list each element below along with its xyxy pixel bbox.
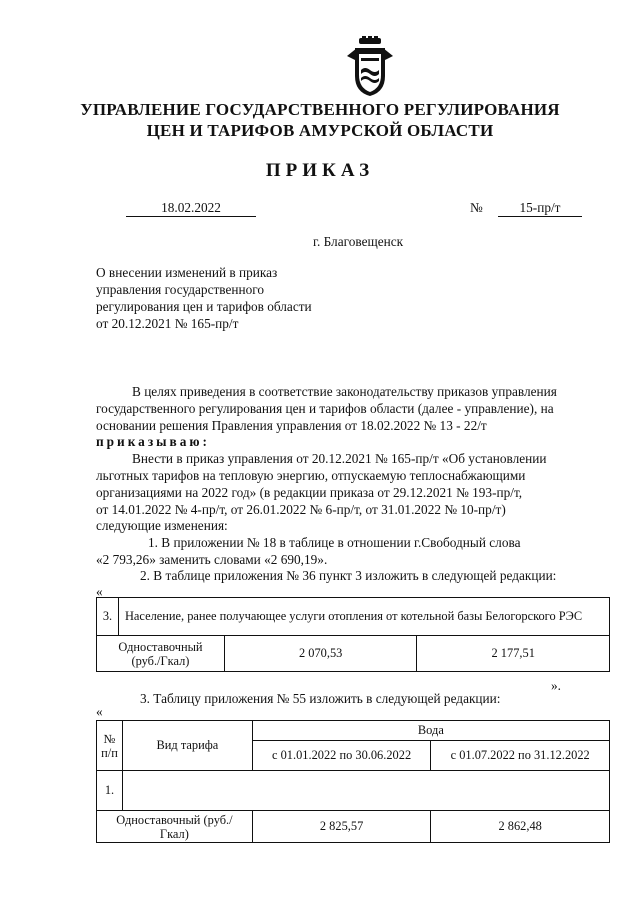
amur-region-emblem-icon (339, 36, 401, 98)
quote-open: « (96, 584, 103, 599)
table-cell-value: 2 825,57 (252, 811, 431, 843)
paragraph-line: льготных тарифов на тепловую энергию, отпускаемую теплоснабжающими (96, 468, 526, 483)
paragraph-line: организациями на 2022 год» (в редакции приказа от 29.12.2021 № 193-пр/т, (96, 485, 523, 500)
table-cell-row-number: 1. (97, 771, 123, 811)
table-cell-consumer: Население, ранее получающее услуги отопления от котельной базы Белогорского РЭС (118, 598, 609, 636)
item-1-line: «2 793,26» заменить словами «2 690,19». (96, 552, 328, 567)
paragraph-line: основании решения Правления управления от 18.02.2022 № 13 - 22/т (96, 418, 487, 433)
table-cell-value: 2 177,51 (417, 636, 610, 672)
table-header-period: с 01.07.2022 по 31.12.2022 (431, 741, 610, 771)
table-cell-tariff-type: Одноставочный (руб./Гкал) (97, 811, 253, 843)
table-cell-empty (122, 771, 609, 811)
org-name-line2: ЦЕН И ТАРИФОВ АМУРСКОЙ ОБЛАСТИ (146, 121, 494, 140)
paragraph-line: следующие изменения: (96, 518, 228, 533)
paragraph-line: государственного регулирования цен и тарифов области (далее - управление), на (96, 401, 554, 416)
quote-open: « (96, 704, 103, 719)
item-2-text: 2. В таблице приложения № 36 пункт 3 изложить в следующей редакции: (140, 568, 557, 583)
table-cell-row-number: 3. (97, 598, 119, 636)
subject-line: от 20.12.2021 № 165-пр/т (96, 316, 239, 331)
city: г. Благовещенск (313, 234, 404, 249)
item-3-text: 3. Таблицу приложения № 55 изложить в следующей редакции: (140, 691, 501, 706)
paragraph-line: Внести в приказ управления от 20.12.2021 № 165-пр/т «Об установлении (132, 451, 547, 466)
quote-close: ». (551, 678, 561, 693)
subject-line: управления государственного (96, 282, 265, 297)
table-header-number: № п/п (97, 721, 123, 771)
order-number: 15-пр/т (498, 200, 582, 217)
order-word: приказываю: (96, 434, 210, 449)
tariff-table-36 (96, 597, 610, 672)
tariff-table-55 (96, 720, 610, 843)
org-name-line1: УПРАВЛЕНИЕ ГОСУДАРСТВЕННОГО РЕГУЛИРОВАНИЯ (80, 100, 560, 119)
paragraph-line: В целях приведения в соответствие законодательству приказов управления (132, 384, 557, 399)
subject-line: О внесении изменений в приказ (96, 265, 278, 280)
subject-line: регулирования цен и тарифов области (96, 299, 312, 314)
table-cell-value: 2 862,48 (431, 811, 610, 843)
order-date: 18.02.2022 (126, 200, 256, 217)
table-cell-value: 2 070,53 (224, 636, 417, 672)
table-header-water: Вода (252, 721, 609, 741)
number-label: № (470, 200, 483, 215)
item-1-line: 1. В приложении № 18 в таблице в отношении г.Свободный слова (148, 535, 521, 550)
table-cell-tariff-type: Одноставочный (руб./Гкал) (97, 636, 225, 672)
paragraph-line: от 14.01.2022 № 4-пр/т, от 26.01.2022 № 6-пр/т, от 31.01.2022 № 10-пр/т) (96, 502, 506, 517)
document-title: ПРИКАЗ (265, 160, 375, 181)
table-header-period: с 01.01.2022 по 30.06.2022 (252, 741, 431, 771)
table-header-tariff-type: Вид тарифа (122, 721, 252, 771)
